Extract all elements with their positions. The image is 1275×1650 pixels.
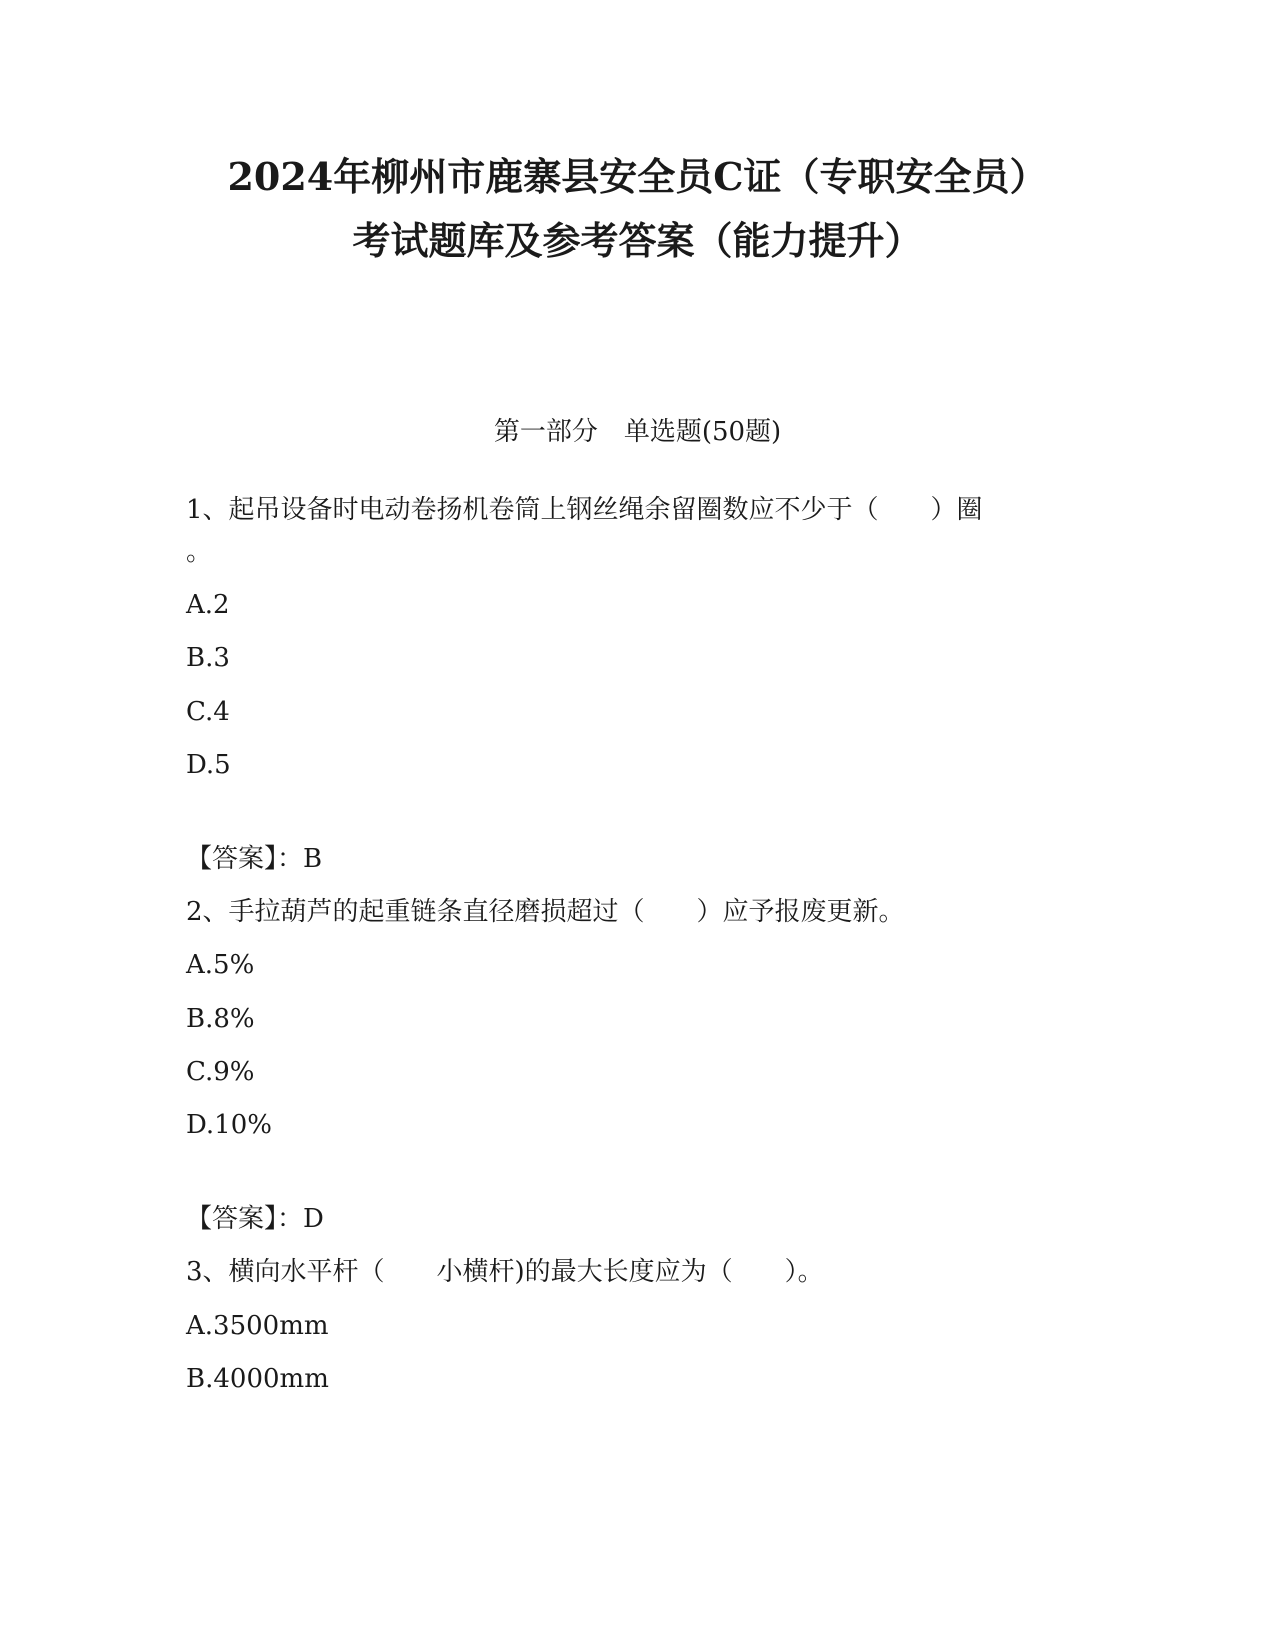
- question-1-option-d: D.5: [186, 750, 231, 780]
- question-2-stem: 2、手拉葫芦的起重链条直径磨损超过（ ）应予报废更新。: [186, 897, 905, 927]
- document-title-line-2: 考试题库及参考答案（能力提升）: [352, 218, 923, 263]
- question-1-stem-continuation: 。: [186, 537, 213, 567]
- question-2-option-d: D.10%: [186, 1110, 272, 1140]
- question-2-option-a: A.5%: [186, 950, 255, 980]
- question-2-answer: 【答案】：D: [186, 1204, 324, 1234]
- question-1-option-a: A.2: [186, 590, 230, 620]
- question-3-option-a: A.3500mm: [186, 1311, 329, 1341]
- document-title-line-1: 2024年柳州市鹿寨县安全员C证（专职安全员）: [227, 154, 1048, 199]
- question-1-answer: 【答案】：B: [186, 844, 323, 874]
- question-1-option-c: C.4: [186, 697, 230, 727]
- question-3-option-b: B.4000mm: [186, 1364, 329, 1394]
- question-1-option-b: B.3: [186, 643, 230, 673]
- question-2-option-b: B.8%: [186, 1004, 255, 1034]
- question-3-stem: 3、横向水平杆（ 小横杆)的最大长度应为（ ）。: [186, 1257, 824, 1287]
- section-heading: 第一部分 单选题(50题): [493, 417, 782, 447]
- question-2-option-c: C.9%: [186, 1057, 255, 1087]
- question-1-stem: 1、起吊设备时电动卷扬机卷筒上钢丝绳余留圈数应不少于（ ）圈: [186, 495, 983, 525]
